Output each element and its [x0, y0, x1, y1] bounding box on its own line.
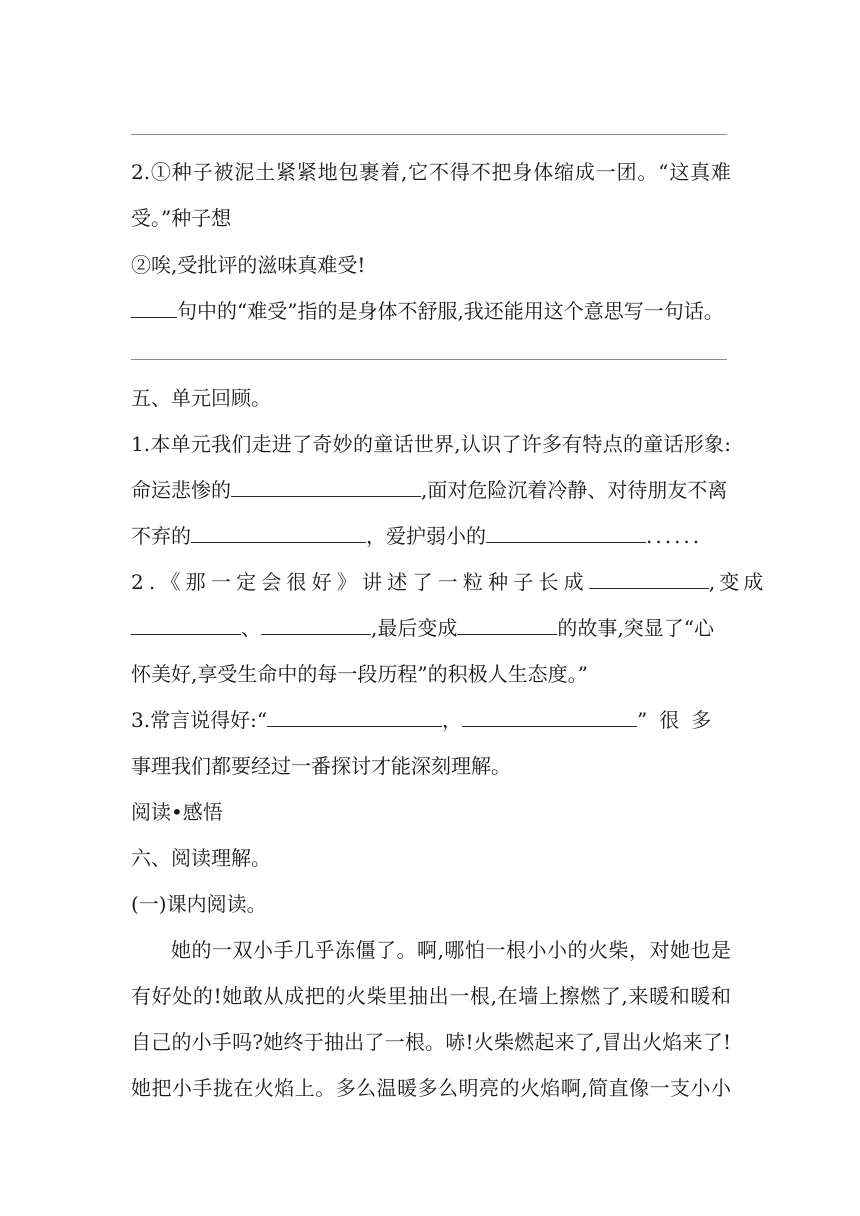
s5-item2-line-3: 怀美好,享受生命中的每一段历程”的积极人生态度。”	[131, 662, 588, 686]
answer-line	[131, 134, 727, 135]
s5-item1-text: ，爱护弱小的	[366, 524, 486, 548]
answer-line	[131, 359, 727, 360]
s5-item2-text: ,最后变成	[371, 616, 458, 640]
answer-blank[interactable]	[131, 297, 177, 318]
answer-blank[interactable]	[457, 614, 557, 635]
answer-blank[interactable]	[486, 522, 646, 543]
q2-line-3: ②唉,受批评的滋味真难受!	[131, 253, 366, 277]
section6-heading: 六、阅读理解。	[131, 846, 271, 870]
s5-item3-line-1	[131, 706, 731, 734]
reading-subheading: (一)课内阅读。	[131, 892, 267, 916]
answer-blank[interactable]	[231, 476, 421, 497]
s5-item1-line-1: 1.本单元我们走进了奇妙的童话世界,认识了许多有特点的童话形象:	[131, 432, 731, 456]
answer-blank[interactable]	[267, 706, 442, 727]
q2-line-2: 受。”种子想	[131, 206, 232, 230]
answer-blank[interactable]	[261, 614, 371, 635]
reading-para-line-3: 自己的小手吗?她终于抽出了一根。哧!火柴燃起来了,冒出火焰来了!	[131, 1030, 731, 1054]
answer-blank[interactable]	[131, 614, 241, 635]
s5-item1-line-3	[131, 522, 731, 550]
section5-heading: 五、单元回顾。	[131, 386, 271, 410]
answer-blank[interactable]	[462, 706, 637, 727]
s5-item3-text: 3.常言说得好:“	[131, 708, 268, 732]
s5-item2-text: ,变成	[708, 570, 768, 594]
reading-para-line-1: 她的一双小手几乎冻僵了。啊,哪怕一根小小的火柴，对她也是	[171, 938, 731, 962]
s5-item2-text: 2.《那一定会很好》讲述了一粒种子长成	[131, 570, 589, 594]
s5-item3-text: ”很多	[637, 708, 724, 732]
s5-item1-text: ......	[646, 524, 703, 548]
s5-item2-text: 的故事,突显了“心	[557, 616, 714, 640]
s5-item1-line-2	[131, 476, 731, 504]
s5-item3-text: ，	[442, 708, 463, 732]
s5-item3-line-2: 事理我们都要经过一番探讨才能深刻理解。	[131, 754, 511, 778]
q2-line-1: 2.①种子被泥土紧紧地包裹着,它不得不把身体缩成一团。“这真难	[131, 160, 731, 184]
answer-blank[interactable]	[589, 568, 709, 589]
s5-item1-text: ,面对危险沉着冷静、对待朋友不离	[421, 478, 728, 502]
q2-line-4	[131, 297, 731, 325]
s5-item1-text: 命运悲惨的	[131, 478, 231, 502]
s5-item2-line-1	[131, 568, 768, 596]
reading-label: 阅读•感悟	[131, 800, 223, 824]
s5-item2-line-2	[131, 614, 731, 642]
reading-para-line-2: 有好处的!她敢从成把的火柴里抽出一根,在墙上擦燃了,来暖和暖和	[131, 984, 731, 1008]
q2-line-4-text: 句中的“难受”指的是身体不舒服,我还能用这个意思写一句话。	[177, 299, 724, 323]
reading-para-line-4: 她把小手拢在火焰上。多么温暖多么明亮的火焰啊,简直像一支小小	[131, 1076, 731, 1100]
s5-item1-text: 不弃的	[131, 524, 191, 548]
s5-item2-text: 、	[241, 616, 261, 640]
answer-blank[interactable]	[191, 522, 366, 543]
